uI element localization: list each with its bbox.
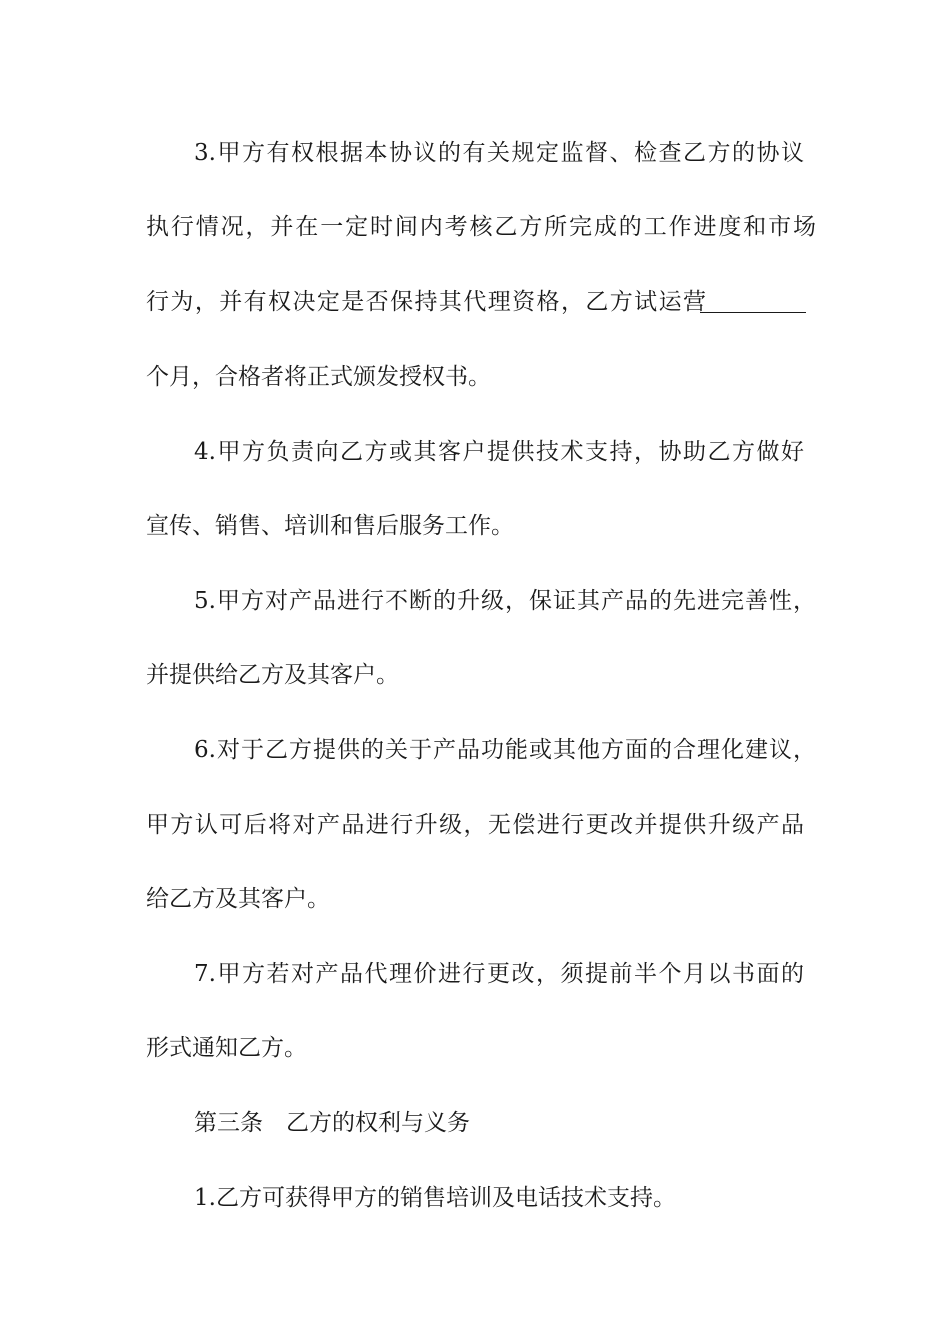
paragraph-line: 5.甲方对产品进行不断的升级，保证其产品的先进完善性，	[194, 588, 816, 614]
paragraph-line: 4.甲方负责向乙方或其客户提供技术支持，协助乙方做好	[194, 439, 804, 465]
paragraph-line: 6.对于乙方提供的关于产品功能或其他方面的合理化建议，	[194, 737, 816, 763]
paragraph-line: 形式通知乙方。	[146, 1035, 307, 1061]
section-heading: 第三条 乙方的权利与义务	[194, 1110, 470, 1136]
paragraph-line-text: 行为，并有权决定是否保持其代理资格，乙方试运营	[146, 289, 706, 315]
fill-in-blank	[700, 292, 806, 313]
paragraph-line: 甲方认可后将对产品进行升级，无偿进行更改并提供升级产品	[146, 812, 804, 838]
paragraph-line: 1.乙方可获得甲方的销售培训及电话技术支持。	[194, 1185, 676, 1211]
paragraph-line: 3.甲方有权根据本协议的有关规定监督、检查乙方的协议	[194, 140, 804, 166]
paragraph-line: 7.甲方若对产品代理价进行更改，须提前半个月以书面的	[194, 961, 804, 987]
paragraph-line: 并提供给乙方及其客户。	[146, 662, 399, 688]
paragraph-line: 执行情况，并在一定时间内考核乙方所完成的工作进度和市场	[146, 214, 816, 240]
paragraph-line: 给乙方及其客户。	[146, 886, 330, 912]
paragraph-line: 宣传、销售、培训和售后服务工作。	[146, 513, 514, 539]
paragraph-line	[146, 287, 706, 317]
paragraph-line: 个月，合格者将正式颁发授权书。	[146, 364, 491, 390]
